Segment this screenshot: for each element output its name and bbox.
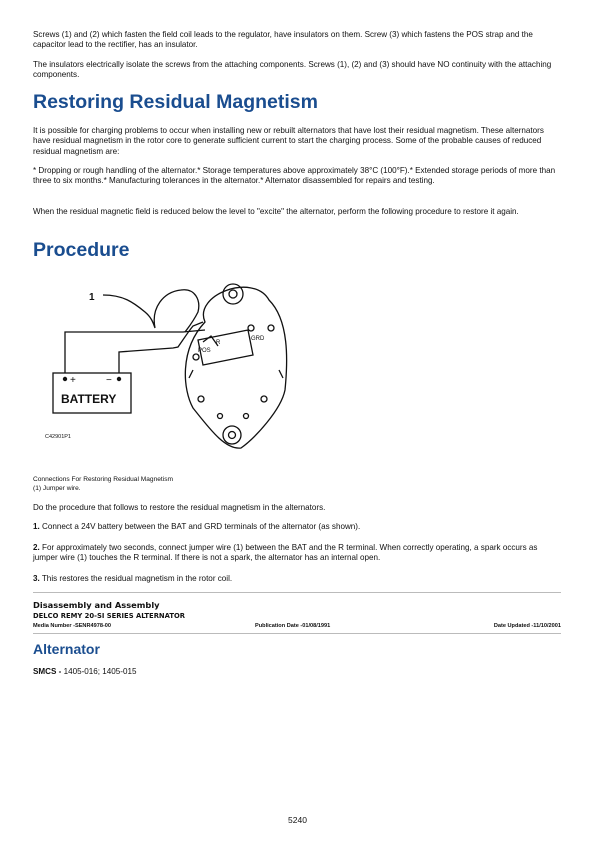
publication-date: Publication Date -01/08/1991: [255, 623, 331, 629]
alternator-heading: Alternator: [33, 641, 100, 657]
wiring-diagram: [33, 270, 303, 460]
document-title: DELCO REMY 20-SI SERIES ALTERNATOR: [33, 612, 185, 620]
header-divider-top: [33, 592, 561, 593]
restoring-paragraph-3: When the residual magnetic field is reduced below the level to "excite" the alternator, perform the following procedure to restore it again.: [33, 207, 519, 216]
battery-label: BATTERY: [61, 392, 117, 406]
pos-label: POS: [198, 348, 211, 354]
procedure-step-3: [33, 574, 563, 584]
figure-caption-item: (1) Jumper wire.: [33, 485, 81, 492]
jumper-wire: [103, 290, 199, 332]
step-number: 1.: [33, 522, 40, 531]
step-text: This restores the residual magnetism in the rotor coil.: [39, 574, 233, 583]
procedure-heading: Procedure: [33, 239, 130, 261]
media-number: Media Number -SENR4978-00: [33, 623, 112, 629]
smcs-label: SMCS -: [33, 667, 64, 676]
procedure-step-2: [33, 543, 563, 564]
step-text: For approximately two seconds, connect jumper wire (1) between the BAT and the R terminal. When correctly operating, a spark occurs as jumper wire (1) touches the R terminal. If there is not a spark, the alternator has an internal open.: [33, 543, 538, 563]
battery-positive-wire: [65, 330, 205, 365]
battery-plus: +: [70, 375, 76, 386]
procedure-step-1: [33, 522, 563, 532]
alternator-housing: [185, 287, 286, 448]
step-number: 2.: [33, 543, 40, 552]
bottom-mount-ring: [223, 426, 241, 444]
document-section: Disassembly and Assembly: [33, 600, 160, 610]
grd-terminal-label: GRD: [251, 336, 265, 342]
battery-negative-wire: [119, 322, 203, 365]
intro-paragraph-2: The insulators electrically isolate the screws from the attaching components. Screws (1), (2) and (3) should have NO continuity with the attaching components.: [33, 60, 552, 80]
smcs-value: 1405-016; 1405-015: [63, 667, 137, 676]
callout-1: 1: [89, 292, 95, 303]
procedure-lead: Do the procedure that follows to restore the residual magnetism in the alternators.: [33, 503, 326, 512]
step-text: Connect a 24V battery between the BAT and GRD terminals of the alternator (as shown).: [39, 522, 361, 531]
smcs-line: [33, 667, 563, 677]
figure-code: C42901P1: [45, 434, 71, 440]
restoring-heading: Restoring Residual Magnetism: [33, 91, 318, 113]
step-number: 3.: [33, 574, 40, 583]
battery-minus: −: [106, 375, 112, 386]
restoring-paragraph-1: It is possible for charging problems to occur when installing new or rebuilt alternators that have lost their residual magnetism. These alternators have residual magnetism in the rotor core to generate sufficient current to start the charging process. Some of the probable causes of reduced residual magnetism are:: [33, 126, 544, 156]
date-updated: Date Updated -11/10/2001: [493, 623, 561, 629]
page-number: 5240: [288, 815, 307, 825]
top-mount-ring: [223, 284, 243, 304]
restoring-paragraph-2: * Dropping or rough handling of the alternator.* Storage temperatures above approximately 38°C (100°F).* Extended storage periods of more than three to six months.* Manufacturing tolerances in the alternator.* Alternator disassembled for repairs and testing.: [33, 166, 556, 186]
header-divider-bottom: [33, 633, 561, 634]
r-terminal-label: R: [216, 340, 221, 346]
figure-caption-title: Connections For Restoring Residual Magnetism: [33, 476, 173, 483]
intro-paragraph-1: Screws (1) and (2) which fasten the field coil leads to the regulator, have insulators on them. Screw (3) which fastens the POS strap and the capacitor lead to the rectifier, has an insulator.: [33, 30, 533, 50]
